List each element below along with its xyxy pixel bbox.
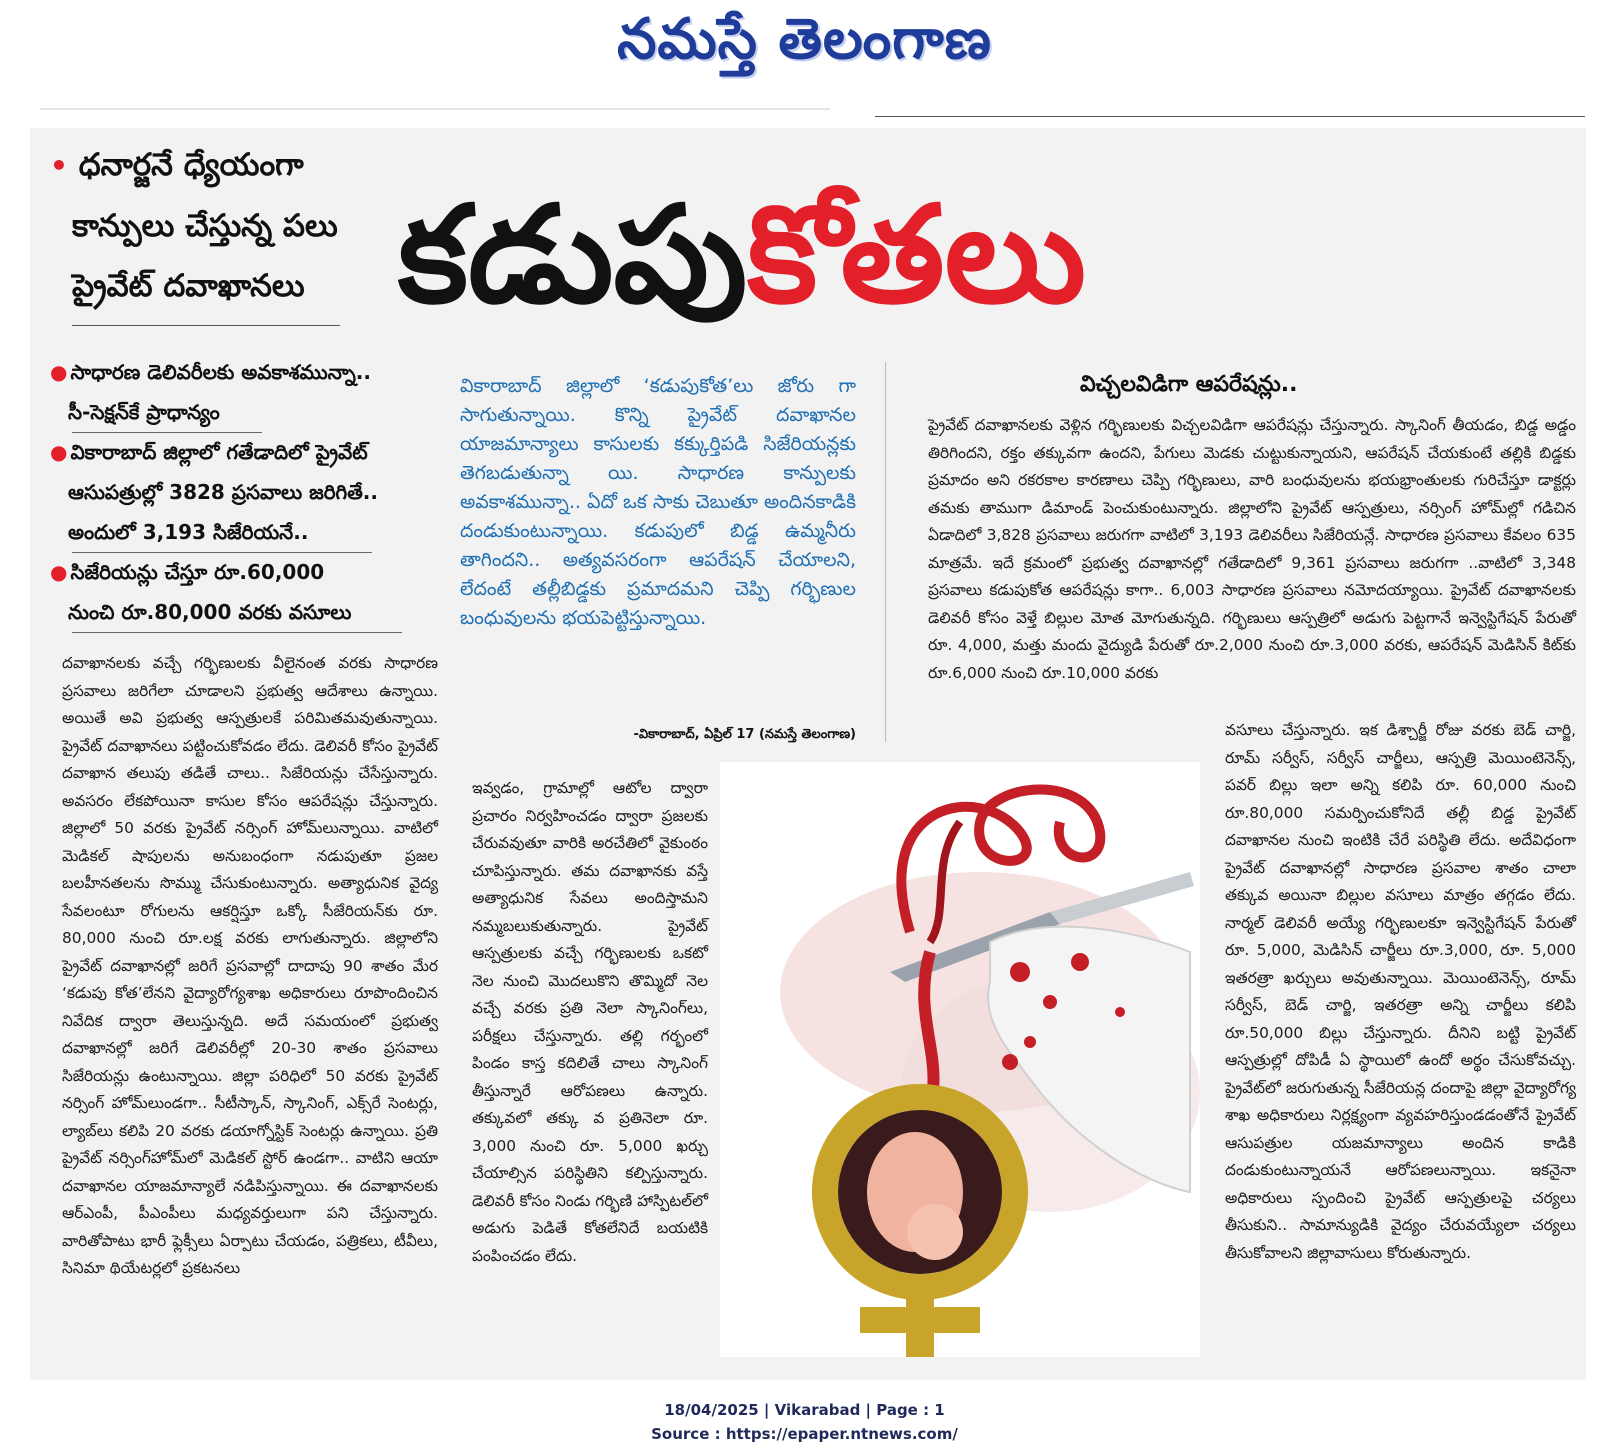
summary-point-1-cont: సీ-సెక్షన్‌కే ప్రాధాన్యం xyxy=(68,400,220,424)
summary-point-3-cont: నుంచి రూ.80,000 వరకు వసూలు xyxy=(68,600,352,624)
summary-rule-1 xyxy=(72,432,262,433)
side-headline-line-3: ప్రైవేట్ దవాఖానలు xyxy=(72,268,305,304)
masthead-logo: నమస్తే తెలంగాణ xyxy=(617,6,992,72)
side-headline-underline xyxy=(72,325,340,326)
article-intro: వికారాబాద్ జిల్లాలో ‘కడుపుకోత’లు జోరు గా సాగుతున్నాయి. కొన్ని ప్రైవేట్ దవాఖానల యాజమాన్యాలు కాసులకు కక్కుర్తిపడి సిజేరియన్లకు తెగబడుతున్నా యి. సాధారణ కాన్పులకు అవకాశమున్నా.. ఏదో ఒక సాకు చెబుతూ అందినకాడికి దండుకుంటున్నాయి. కడుపులో బిడ్డ ఉమ్మనీరు తాగిందని.. అత్యవసరంగా ఆపరేషన్ చేయాలని, లేదంటే తల్లీబిడ్డకు ప్రమాదమని చెప్పి గర్భిణుల బంధువులను భయపెట్టిస్తున్నాయి. xyxy=(460,375,856,629)
footer-source: Source : https://epaper.ntnews.com/ xyxy=(651,1425,958,1443)
side-headline-line-1: • ధనార్జనే ధ్యేయంగా xyxy=(50,147,304,183)
main-headline xyxy=(398,150,1578,380)
summary-point-1: ● సాధారణ డెలివరీలకు అవకాశమున్నా.. xyxy=(50,360,371,384)
column-divider xyxy=(885,362,886,742)
summary-point-2: ● వికారాబాద్ జిల్లాలో గతేడాదిలో ప్రైవేట్ xyxy=(50,440,368,464)
headline-part-1: కడుపు xyxy=(398,177,748,333)
summary-point-3: ● సిజేరియన్లు చేస్తూ రూ.60,000 xyxy=(50,560,325,584)
illustration-surgical-female-symbol xyxy=(720,762,1200,1357)
headline-part-2: కోతలు xyxy=(747,177,1086,333)
page-footer xyxy=(0,1398,1609,1446)
summary-point-2-cont2: అందులో 3,193 సిజేరియనే.. xyxy=(68,520,309,544)
summary-point-2-cont: ఆసుపత్రుల్లో 3828 ప్రసవాలు జరిగితే.. xyxy=(68,480,378,504)
summary-rule-3 xyxy=(72,632,402,633)
side-headline xyxy=(50,135,410,316)
masthead-divider-right xyxy=(875,116,1585,117)
footer-date-edition: 18/04/2025 | Vikarabad | Page : 1 xyxy=(664,1401,945,1419)
dateline: -వికారాబాద్, ఏప్రిల్ 17 (నమస్తే తెలంగాణ) xyxy=(633,727,856,742)
summary-rule-2 xyxy=(72,552,372,553)
masthead-divider-left xyxy=(40,108,830,110)
summary-points xyxy=(50,352,420,632)
bullet-icon: • xyxy=(50,149,68,182)
side-headline-line-2: కాన్పులు చేస్తున్న పలు xyxy=(72,208,338,244)
section-subhead: విచ్చలవిడిగా ఆపరేషన్లు.. xyxy=(1080,372,1298,397)
article-column-1: దవాఖానలకు వచ్చే గర్భిణులకు వీలైనంత వరకు సాధారణ ప్రసవాలు జరిగేలా చూడాలని ప్రభుత్వ ఆదేశాలు ఉన్నాయి. అయితే అవి ప్రభుత్వ ఆస్పత్రులకే పరిమితమవుతున్నాయి. ప్రైవేట్ దవాఖానలు పట్టించుకోవడం లేదు. డెలివరీ కోసం ప్రైవేట్ దవాఖాన తలుపు తడితే చాలు.. సిజేరియన్లు చేసేస్తున్నారు. అవసరం లేకపోయినా కాసుల కోసం ఆపరేషన్లు చేస్తున్నారు. జిల్లాలో 50 వరకు ప్రైవేట్ నర్సింగ్ హోమ్‌లున్నాయి. వాటిలో మెడికల్ షాపులను అనుబంధంగా నడుపుతూ ప్రజల బలహీనతలను సొమ్ము చేసుకుంటున్నారు. అత్యాధునిక వైద్య సేవలంటూ రోగులను ఆకర్షిస్తూ ఒక్కో సీజేరియన్‌కు రూ. 80,000 నుంచి రూ.లక్ష వరకు లాగుతున్నారు. జిల్లాలోని ప్రైవేట్ దవాఖానల్లో జరిగే ప్రసవాల్లో దాదాపు 90 శాతం మేర ‘కడుపు కోత’లేనని వైద్యారోగ్యశాఖ అధికారులు రూపొందించిన నివేదిక ద్వారా తెలుస్తున్నది. అదే సమయంలో ప్రభుత్వ దవాఖానల్లో జరిగే డెలివరీల్లో 20-30 శాతం ప్రసవాలు సిజేరియన్లు ఉంటున్నాయి. జిల్లా పరిధిలో 50 వరకు ప్రైవేట్ నర్సింగ్ హోమ్‌లుండగా.. సీటీస్కాన్, స్కానింగ్, ఎక్స్‌రే సెంటర్లు, ల్యాబ్‌లు కలిపి 20 వరకు డయాగ్నోస్టిక్ సెంటర్లు ఉన్నాయి. ప్రతి ప్రైవేట్ నర్సింగ్‌హోమ్‌లో మెడికల్ స్టోర్ ఉండగా.. వాటిని ఆయా దవాఖానల యాజమాన్యాలే నడిపిస్తున్నాయి. ఈ దవాఖానలకు ఆర్‌ఎంపీ, పీఎంపీలు మధ్యవర్తులుగా పని చేస్తున్నారు. వారితోపాటు భారీ ఫ్లెక్సీలు ఏర్పాటు చేయడం, పత్రికలు, టీవీలు, సినిమా థియేటర్లలో ప్రకటనలు xyxy=(62,654,438,1277)
article-column-2: ఇవ్వడం, గ్రామాల్లో ఆటోల ద్వారా ప్రచారం నిర్వహించడం ద్వారా ప్రజలకు చేరువవుతూ వారికి అరచేతిలో వైకుంఠం చూపిస్తున్నారు. తమ దవాఖానకు వస్తే అత్యాధునిక సేవలు అందిస్తామని నమ్మబలుకుతున్నారు. ప్రైవేట్ ఆస్పత్రులకు వచ్చే గర్భిణులకు ఒకటో నెల నుంచి మొదలుకొని తొమ్మిదో నెల వచ్చే వరకు ప్రతి నెలా స్కానింగ్‌లు, పరీక్షలు చేస్తున్నారు. తల్లి గర్భంలో పిండం కాస్త కదిలితే చాలు స్కానింగ్ తీస్తున్నారే ఆరోపణలు ఉన్నారు. తక్కువలో తక్కు వ ప్రతినెలా రూ. 3,000 నుంచి రూ. 5,000 ఖర్చు చేయాల్సిన పరిస్థితిని కల్పిస్తున్నారు. డెలివరీ కోసం నిండు గర్భిణి హాస్పిటల్‌లో అడుగు పెడితే కోతలేనిదే బయటికి పంపించడం లేదు. xyxy=(472,779,708,1265)
article-column-3-top: ప్రైవేట్ దవాఖానలకు వెళ్లిన గర్భిణులకు విచ్చలవిడిగా ఆపరేషన్లు చేస్తున్నారు. స్కానింగ్ తీయడం, బిడ్డ అడ్డం తిరిగిందని, రక్తం తక్కువగా ఉందని, పేగులు మెడకు చుట్టుకున్నాయని, ఆపరేషన్ చేయకుంటే తల్లికి బిడ్డకు ప్రమాదం అని రకరకాల కారణాలు చెప్పి గర్భిణులు, వారి బంధువులను భయభ్రాంతులకు గురిచేస్తూ డాక్టర్లు తమకు తాముగా డిమాండ్ పెంచుకుంటున్నారు. జిల్లాలోని ప్రైవేట్ ఆస్పత్రులు, నర్సింగ్ హోమ్‌ల్లో గడిచిన ఏడాదిలో 3,828 ప్రసవాలు జరుగగా వాటిలో 3,193 డెలివరీలు సిజేరియన్లే. సాధారణ ప్రసవాలు కేవలం 635 మాత్రమే. ఇదే క్రమంలో ప్రభుత్వ దవాఖానల్లో గతేడాదిలో 9,361 ప్రసవాలు జరుగగా ..వాటిలో 3,348 ప్రసవాలు కడుపుకోత ఆపరేషన్లు కాగా.. 6,003 సాధారణ ప్రసవాలు నమోదయ్యాయి. ప్రైవేట్ దవాఖానలకు డెలివరీ కోసం వెళ్తే బిల్లుల మోత మోగుతున్నది. గర్భిణులు ఆస్పత్రిలో అడుగు పెట్టగానే ఇన్వెస్టిగేషన్ పేరుతో రూ. 4,000, మత్తు మందు వైద్యుడి పేరుతో రూ.2,000 నుంచి రూ.3,000 వరకు, ఆపరేషన్ మెడిసిన్ కిట్‌కు రూ.6,000 నుంచి రూ.10,000 వరకు xyxy=(928,416,1576,682)
illustration-svg xyxy=(720,762,1200,1357)
article-column-3: వసూలు చేస్తున్నారు. ఇక డిశ్చార్జీ రోజు వరకు బెడ్ చార్జి, రూమ్ సర్వీస్, సర్వీస్ చార్జీలు, ఆస్పత్రి మెయింటెనెన్స్, పవర్ బిల్లు ఇలా అన్ని కలిపి రూ. 60,000 నుంచి రూ.80,000 సమర్పించుకోనిదే తల్లీ బిడ్డ ప్రైవేట్ దవాఖానల నుంచి ఇంటికి చేరే పరిస్థితి లేదు. అదేవిధంగా ప్రైవేట్ దవాఖానల్లో సాధారణ ప్రసవాల శాతం చాలా తక్కువ అయినా బిల్లుల వసూలు మాత్రం తగ్గడం లేదు. నార్మల్ డెలివరీ అయ్యే గర్భిణులకూ ఇన్వెస్టిగేషన్ పేరుతో రూ. 5,000, మెడిసిన్ చార్జీలు రూ.3,000, రూ. 5,000 ఇతరత్రా ఖర్చులు అవుతున్నాయి. మెయింటెనెన్స్, రూమ్ సర్వీస్, బెడ్ చార్జి, ఇతరత్రా అన్ని చార్జీలు కలిపి రూ.50,000 బిల్లు చేస్తున్నారు. దీనిని బట్టి ప్రైవేట్ ఆస్పత్రుల్లో దోపిడీ ఏ స్థాయిలో ఉందో అర్థం చేసుకోవచ్చు. ప్రైవేట్‌లో జరుగుతున్న సీజేరియన్ల దందాపై జిల్లా వైద్యారోగ్య శాఖ అధికారులు నిర్లక్ష్యంగా వ్యవహరిస్తుండడంతోనే ప్రైవేట్ ఆసుపత్రుల యజమాన్యాలు అందిన కాడికి దండుకుంటున్నాయనే ఆరోపణలున్నాయి. ఇకనైనా అధికారులు స్పందించి ప్రైవేట్ ఆస్పత్రులపై చర్యలు తీసుకుని.. సామాన్యుడికి వైద్యం చేరువయ్యేలా చర్యలు తీసుకోవాలని జిల్లావాసులు కోరుతున్నారు. xyxy=(1225,721,1576,1262)
